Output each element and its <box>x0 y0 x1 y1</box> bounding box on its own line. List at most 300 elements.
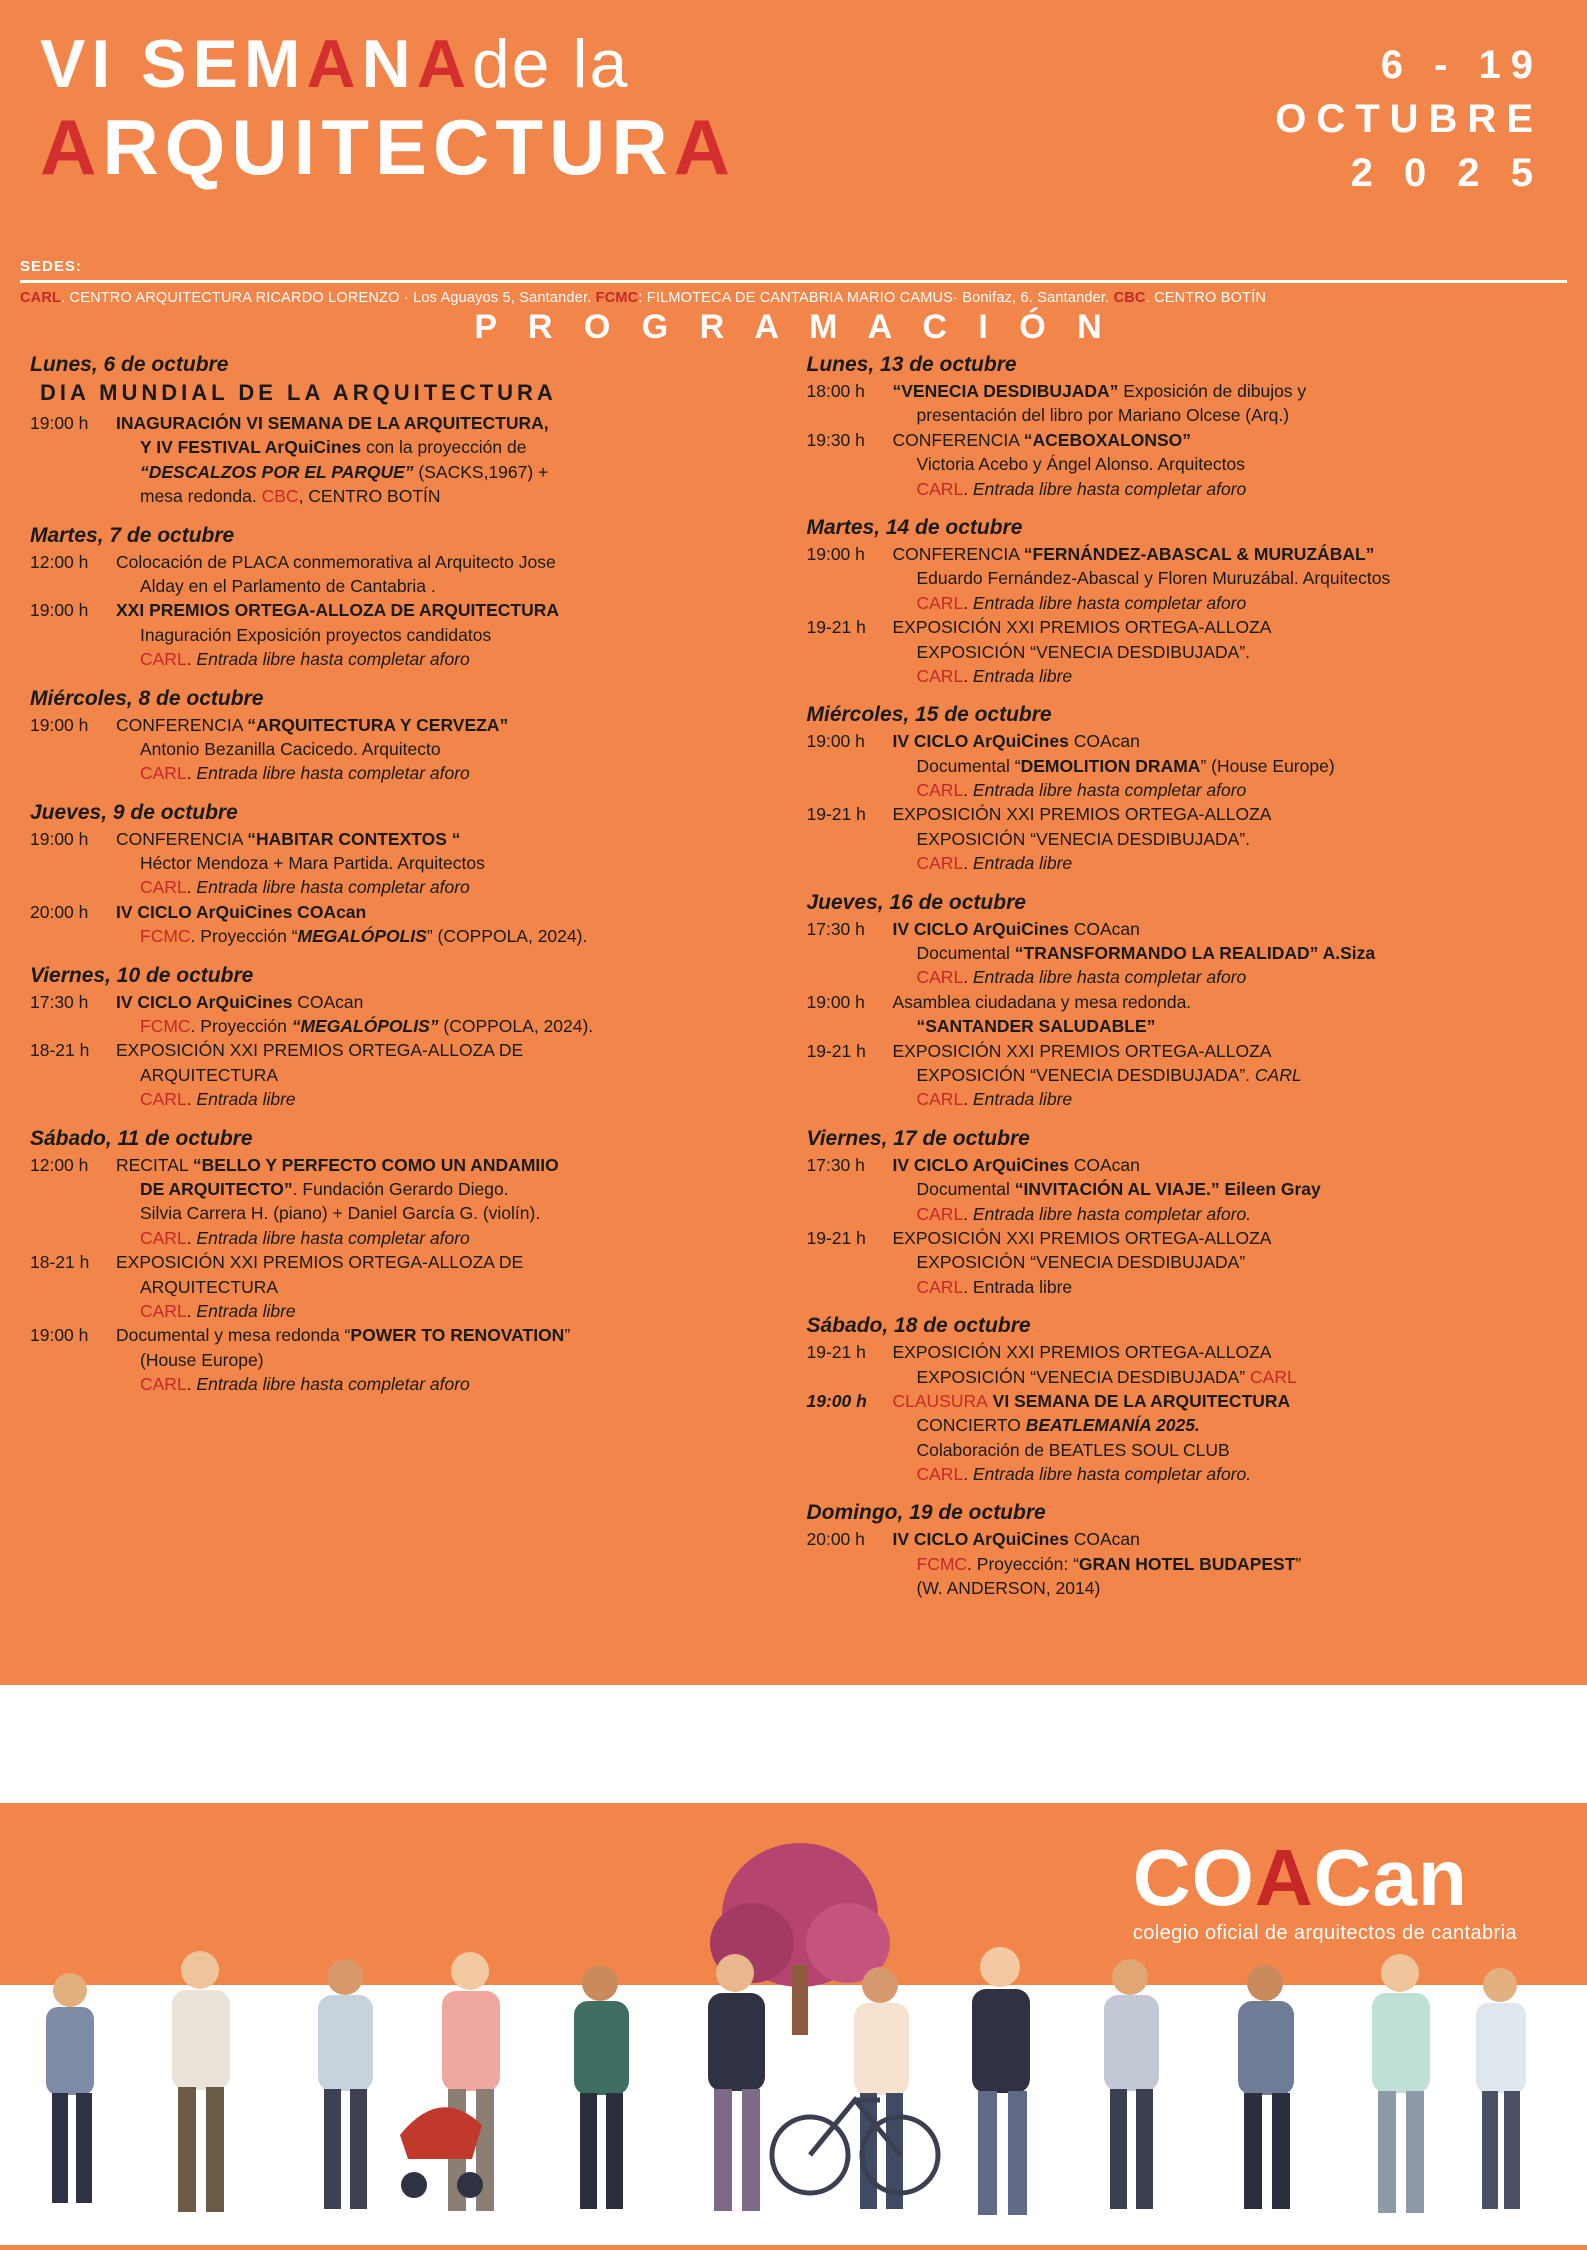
event-text-part: Documental <box>916 943 1015 964</box>
event-time-spacer <box>807 478 893 500</box>
event-text-part: EXPOSICIÓN XXI PREMIOS ORTEGA-ALLOZA DE <box>116 1040 524 1061</box>
event-line <box>807 918 1558 940</box>
event-time-spacer <box>807 852 893 874</box>
event-text <box>140 624 781 646</box>
event-time-spacer <box>30 1202 116 1224</box>
event-text-part: MEGALÓPOLIS <box>297 926 427 947</box>
event-text-part: ” (COPPOLA, 2024). <box>426 926 588 947</box>
event-text-part: , CENTRO BOTÍN <box>298 486 441 507</box>
event-line <box>807 828 1558 850</box>
event-text <box>917 592 1558 614</box>
title-part-3: de la <box>471 26 630 102</box>
event-time-spacer <box>30 1300 116 1322</box>
event-text <box>893 1528 1558 1550</box>
event-time-spacer <box>30 624 116 646</box>
event-text-part: FCMC <box>140 926 191 947</box>
event-text-part: Eduardo Fernández-Abascal y Floren Muruzábal. Arquitectos <box>916 568 1391 589</box>
event-text <box>917 1178 1558 1200</box>
event-text <box>140 852 781 874</box>
event-text-part: Entrada libre <box>972 1089 1073 1110</box>
event-text-part: DE ARQUITECTO” <box>140 1178 293 1199</box>
event-text <box>893 543 1558 565</box>
event-line <box>30 1178 781 1200</box>
event-text <box>140 1300 781 1322</box>
poster-title <box>40 26 736 191</box>
event-text <box>893 1341 1558 1363</box>
event-time-spacer <box>30 1015 116 1037</box>
event-line <box>807 1178 1558 1200</box>
event-time-spacer <box>807 755 893 777</box>
event-line <box>30 828 781 850</box>
event-line <box>30 714 781 736</box>
event-text-part: . <box>963 1203 973 1224</box>
event-time-spacer <box>807 1463 893 1485</box>
event-line <box>30 762 781 784</box>
event-text <box>116 1154 781 1176</box>
event-time: 19-21 h <box>806 617 866 638</box>
event-line <box>30 624 781 646</box>
event-time: 19:00 h <box>806 543 865 564</box>
event-line <box>30 648 781 670</box>
event-text <box>917 828 1558 850</box>
event-text-part: EXPOSICIÓN XXI PREMIOS ORTEGA-ALLOZA <box>892 1040 1272 1061</box>
event-text-part: COAcan <box>1068 1529 1140 1550</box>
event-text-part: Entrada libre hasta completar aforo <box>196 763 470 784</box>
event-time: 12:00 h <box>30 551 89 572</box>
event-line <box>807 453 1558 475</box>
coacan-part-b: Can <box>1313 1833 1468 1922</box>
event-text-part: (SACKS,1967) + <box>413 461 549 482</box>
event-text-part: VI SEMANA DE LA ARQUITECTURA <box>987 1390 1291 1411</box>
event-text-part: XXI PREMIOS ORTEGA-ALLOZA DE ARQUITECTURA <box>116 600 560 621</box>
event-text <box>917 1463 1558 1485</box>
event-line <box>30 1154 781 1176</box>
event-text-part: . <box>963 1464 973 1485</box>
program-event <box>30 599 781 670</box>
event-text <box>140 1276 781 1298</box>
event-text <box>140 1088 781 1110</box>
event-line <box>30 1039 781 1061</box>
event-line <box>807 730 1558 752</box>
program-event <box>30 412 781 508</box>
event-text-part: CARL <box>140 763 187 784</box>
event-line <box>807 1154 1558 1176</box>
event-text-part: “VENECIA DESDIBUJADA” <box>892 381 1119 401</box>
event-text <box>116 1251 781 1273</box>
program-event <box>30 1251 781 1322</box>
event-time: 19-21 h <box>806 1227 866 1248</box>
event-time: 19-21 h <box>806 804 866 825</box>
event-text-part: Asamblea ciudadana y mesa redonda. <box>892 991 1192 1012</box>
day-group <box>30 1127 781 1396</box>
date-month: OCTUBRE <box>1275 97 1543 141</box>
event-text-part: IV CICLO ArQuiCines <box>892 1154 1069 1175</box>
day-group <box>30 353 781 508</box>
event-text-part: Entrada libre hasta completar aforo <box>196 1227 470 1248</box>
event-text-part: . <box>963 780 973 801</box>
venue-text-fcmc: : FILMOTECA DE CANTABRIA MARIO CAMUS· Bonifaz, 6. Santander. <box>638 290 1114 306</box>
event-line <box>807 1015 1558 1037</box>
event-text-part: Colaboración de BEATLES SOUL CLUB <box>916 1439 1230 1460</box>
event-text-part: CARL <box>1254 1064 1302 1085</box>
event-text-part: Colocación de PLACA conmemorativa al Arquitecto Jose <box>116 551 556 572</box>
event-time-spacer <box>30 1178 116 1200</box>
event-line <box>807 1577 1558 1599</box>
event-time-spacer <box>807 567 893 589</box>
event-text <box>140 738 781 760</box>
event-text-part: EXPOSICIÓN XXI PREMIOS ORTEGA-ALLOZA <box>892 1227 1272 1248</box>
day-group <box>30 524 781 671</box>
event-line <box>30 738 781 760</box>
event-text-part: Entrada libre <box>972 853 1073 874</box>
event-text-part: “MEGALÓPOLIS” <box>291 1016 439 1037</box>
event-line <box>807 1341 1558 1363</box>
event-line <box>30 1373 781 1395</box>
program-event <box>807 730 1558 801</box>
event-time-spacer <box>807 966 893 988</box>
program-event <box>30 991 781 1038</box>
event-text-part: Inaguración Exposición proyectos candidatos <box>140 624 492 645</box>
event-text-part: CARL <box>140 877 187 898</box>
event-text <box>140 1178 781 1200</box>
event-text-part: . <box>186 1374 197 1395</box>
event-text-part: IV CICLO ArQuiCines COAcan <box>116 901 367 922</box>
event-text-part: Entrada libre <box>196 1089 296 1110</box>
event-line <box>30 876 781 898</box>
event-text-part: (House Europe) <box>140 1349 264 1370</box>
day-group <box>30 964 781 1111</box>
event-time-spacer <box>30 1064 116 1086</box>
event-text-part: “INVITACIÓN AL VIAJE.” Eileen Gray <box>1014 1179 1321 1200</box>
event-text-part: . <box>186 1089 197 1110</box>
event-text <box>116 714 781 736</box>
event-text <box>893 991 1558 1013</box>
event-line <box>807 1414 1558 1436</box>
event-text-part: CONFERENCIA <box>892 429 1024 450</box>
event-line <box>30 485 781 507</box>
event-text-part: EXPOSICIÓN XXI PREMIOS ORTEGA-ALLOZA <box>892 804 1272 825</box>
event-text-part: . Proyección “ <box>190 926 298 947</box>
coacan-name <box>1132 1833 1517 1922</box>
event-line <box>807 1366 1558 1388</box>
event-text-part: Silvia Carrera H. (piano) + Daniel García G. (violín). <box>140 1203 541 1224</box>
event-text <box>893 918 1558 940</box>
title-accent-a1: A <box>306 26 362 102</box>
day-group <box>807 1501 1558 1599</box>
day-heading: Sábado, 11 de octubre <box>30 1126 253 1150</box>
event-text-part: IV CICLO ArQuiCines <box>892 918 1069 939</box>
event-line <box>807 803 1558 825</box>
event-text-part: “ACEBOXALONSO” <box>1023 429 1192 450</box>
event-text <box>917 1088 1558 1110</box>
event-text-part: POWER TO RENOVATION <box>350 1325 565 1346</box>
event-text-part: Alday en el Parlamento de Cantabria . <box>140 575 436 596</box>
event-text-part: CONCIERTO <box>916 1415 1026 1436</box>
event-text <box>917 665 1558 687</box>
program-event <box>30 551 781 598</box>
event-line <box>807 478 1558 500</box>
event-time: 19:00 h <box>30 600 89 621</box>
event-time-spacer <box>807 404 893 426</box>
event-line <box>807 404 1558 426</box>
event-text-part: Y IV FESTIVAL ArQuiCines <box>140 437 362 458</box>
day-heading: Lunes, 13 de octubre <box>806 353 1017 376</box>
program-event <box>30 901 781 948</box>
event-text <box>140 436 781 458</box>
program-event <box>807 991 1558 1038</box>
event-line <box>807 1390 1558 1412</box>
title-accent-a2: A <box>416 26 472 102</box>
event-text-part: CARL <box>916 853 964 874</box>
event-line <box>30 1324 781 1346</box>
event-text-part: “TRANSFORMANDO LA REALIDAD” A.Siza <box>1014 943 1376 964</box>
event-text-part: IV CICLO ArQuiCines <box>892 731 1069 752</box>
program-column-right <box>807 353 1558 1616</box>
event-text-part: CARL <box>916 780 964 801</box>
day-heading: Martes, 7 de octubre <box>30 523 235 547</box>
day-group <box>30 687 781 785</box>
event-time-spacer <box>807 1276 893 1298</box>
event-text <box>893 1040 1558 1062</box>
event-text-part: IV CICLO ArQuiCines <box>892 1529 1069 1550</box>
event-time-spacer <box>30 436 116 458</box>
event-time-spacer <box>807 1414 893 1436</box>
venues-line <box>20 290 1567 306</box>
event-line <box>807 1088 1558 1110</box>
event-text-part: CARL <box>916 1089 964 1110</box>
coacan-logo <box>1132 1833 1517 1945</box>
title-accent-a3: A <box>40 103 103 191</box>
event-line <box>807 779 1558 801</box>
event-time-spacer <box>30 1088 116 1110</box>
event-time-spacer <box>30 1276 116 1298</box>
event-text-part: DEMOLITION DRAMA <box>1020 755 1201 776</box>
event-line <box>807 1064 1558 1086</box>
event-text <box>140 1202 781 1224</box>
event-text <box>140 876 781 898</box>
event-text-part: EXPOSICIÓN “VENECIA DESDIBUJADA”. <box>916 828 1251 849</box>
event-line <box>807 1251 1558 1273</box>
event-time: 19:00 h <box>806 731 865 752</box>
program-column-left <box>30 353 781 1616</box>
event-text-part: Entrada libre hasta completar aforo. <box>972 1203 1252 1224</box>
event-text-part: CARL <box>916 1464 964 1485</box>
event-text <box>140 762 781 784</box>
event-line <box>807 429 1558 451</box>
event-text-part: “ARQUITECTURA Y CERVEZA” <box>247 714 509 735</box>
event-text-part: “FERNÁNDEZ-ABASCAL & MURUZÁBAL” <box>1023 543 1375 564</box>
poster-dates <box>1275 38 1543 200</box>
artwork-svg <box>0 1685 1587 2245</box>
header-divider <box>20 280 1567 283</box>
event-time: 17:30 h <box>806 1154 865 1175</box>
event-time-spacer <box>30 485 116 507</box>
event-text-part: Héctor Mendoza + Mara Partida. Arquitectos <box>140 853 485 874</box>
event-text-part: “HABITAR CONTEXTOS “ <box>247 828 461 849</box>
event-time-spacer <box>807 1553 893 1575</box>
event-text <box>140 648 781 670</box>
event-text-part: CARL <box>140 649 187 670</box>
program-event <box>807 1390 1558 1486</box>
event-text <box>917 1276 1558 1298</box>
event-text-part: CARL <box>140 1374 187 1395</box>
event-text <box>917 1064 1558 1086</box>
day-heading: Sábado, 18 de octubre <box>806 1314 1031 1338</box>
event-time: 18-21 h <box>30 1252 90 1273</box>
event-text-part: CARL <box>140 1227 187 1248</box>
event-time: 19:00 h <box>30 828 89 849</box>
event-line <box>807 641 1558 663</box>
poster-header <box>0 0 1587 306</box>
event-text <box>917 1203 1558 1225</box>
venue-code-carl: CARL <box>20 290 62 306</box>
event-text-part: presentación del libro por Mariano Olcese (Arq.) <box>916 405 1290 426</box>
event-text <box>917 453 1558 475</box>
event-time: 17:30 h <box>30 991 89 1012</box>
event-text-part: ” <box>1295 1553 1302 1574</box>
event-text <box>893 730 1558 752</box>
event-line <box>807 1528 1558 1550</box>
event-text-part: COAcan <box>1068 1154 1140 1175</box>
event-time-spacer <box>30 575 116 597</box>
event-text-part: Antonio Bezanilla Cacicedo. Arquitecto <box>140 738 441 759</box>
day-group <box>807 703 1558 874</box>
program-event <box>807 543 1558 614</box>
event-text-part: (COPPOLA, 2024). <box>438 1016 594 1037</box>
day-heading: Jueves, 9 de octubre <box>30 800 238 824</box>
program-event <box>807 803 1558 874</box>
program-event <box>30 1324 781 1395</box>
title-part-1: VI SEM <box>40 26 307 102</box>
event-text <box>917 1366 1558 1388</box>
event-line <box>30 551 781 573</box>
title-accent-a4: A <box>673 103 736 191</box>
event-line <box>30 1088 781 1110</box>
event-line <box>30 1202 781 1224</box>
event-text-part: ARQUITECTURA <box>140 1276 279 1297</box>
event-text-part: . <box>963 1089 973 1110</box>
event-time-spacer <box>807 1203 893 1225</box>
event-text-part: CARL <box>916 665 964 686</box>
event-time: 19:00 h <box>30 714 89 735</box>
program-event <box>807 1154 1558 1225</box>
venue-text-carl: . CENTRO ARQUITECTURA RICARDO LORENZO · Los Aguayos 5, Santander. <box>61 290 596 306</box>
event-text-part: . Proyección: “ <box>967 1553 1079 1574</box>
event-text-part: CARL <box>1250 1366 1297 1387</box>
event-line <box>30 1064 781 1086</box>
program-event <box>807 429 1558 500</box>
event-time-spacer <box>807 453 893 475</box>
event-text-part: Entrada libre hasta completar aforo <box>196 1374 470 1395</box>
event-time-spacer <box>30 648 116 670</box>
event-text <box>140 461 781 483</box>
event-text-part: EXPOSICIÓN “VENECIA DESDIBUJADA” <box>916 1252 1246 1273</box>
event-time-spacer <box>807 641 893 663</box>
program-event <box>807 1040 1558 1111</box>
event-line <box>807 592 1558 614</box>
event-time-spacer <box>30 738 116 760</box>
event-line <box>30 1015 781 1037</box>
event-text-part: . <box>963 478 973 499</box>
event-text <box>917 1439 1558 1461</box>
event-time-spacer <box>30 852 116 874</box>
event-text-part: COAcan <box>292 991 364 1012</box>
event-time-spacer <box>807 1088 893 1110</box>
event-text-part: mesa redonda. <box>140 486 262 507</box>
event-text-part: con la proyección de <box>361 437 527 458</box>
event-time-spacer <box>807 1439 893 1461</box>
event-time-spacer <box>30 1227 116 1249</box>
event-text-part: . Entrada libre <box>963 1276 1073 1297</box>
event-text-part: EXPOSICIÓN “VENECIA DESDIBUJADA”. <box>916 1064 1255 1085</box>
day-heading: Martes, 14 de octubre <box>806 515 1023 539</box>
event-text-part: . <box>186 1300 197 1321</box>
event-text-part: Documental <box>916 1179 1015 1200</box>
date-year: 2 0 2 5 <box>1350 151 1543 195</box>
event-line <box>807 1040 1558 1062</box>
title-part-4: RQUITECTUR <box>102 103 674 191</box>
event-text-part: Exposición de dibujos y <box>1118 381 1307 401</box>
event-text-part: CONFERENCIA <box>116 828 248 849</box>
event-text <box>917 1251 1558 1273</box>
event-text <box>140 1227 781 1249</box>
event-time-spacer <box>807 1577 893 1599</box>
event-text-part: CARL <box>916 1276 964 1297</box>
program-columns <box>0 347 1587 1616</box>
day-heading: Miércoles, 8 de octubre <box>30 686 264 710</box>
event-text-part: Entrada libre hasta completar aforo <box>196 649 470 670</box>
event-line <box>30 412 781 434</box>
event-text <box>893 380 1558 402</box>
event-time: 19-21 h <box>806 1040 866 1061</box>
event-text-part: “BELLO Y PERFECTO COMO UN ANDAMIIO <box>192 1154 559 1175</box>
event-text-part: Entrada libre <box>196 1300 296 1321</box>
coacan-tagline: colegio oficial de arquitectos de cantabria <box>1132 1922 1517 1944</box>
event-line <box>807 1203 1558 1225</box>
event-text-part: EXPOSICIÓN “VENECIA DESDIBUJADA”. <box>916 641 1251 662</box>
event-text-part: CARL <box>140 1300 187 1321</box>
event-text-part: CARL <box>916 1203 964 1224</box>
event-text-part: . <box>963 853 973 874</box>
event-text-part: Entrada libre hasta completar aforo <box>972 967 1247 988</box>
event-time-spacer <box>807 1178 893 1200</box>
event-text-part: GRAN HOTEL BUDAPEST <box>1078 1553 1296 1574</box>
event-text-part: . <box>186 1227 197 1248</box>
event-text-part: (W. ANDERSON, 2014) <box>916 1578 1101 1599</box>
event-text-part: CONFERENCIA <box>892 543 1024 564</box>
event-text-part: ” (House Europe) <box>1200 755 1335 776</box>
event-line <box>807 380 1558 402</box>
day-group <box>807 516 1558 687</box>
event-text-part: ” <box>564 1325 571 1346</box>
event-text-part: INAGURACIÓN VI SEMANA DE LA ARQUITECTURA, <box>116 413 549 433</box>
event-time-spacer <box>807 942 893 964</box>
event-text-part: CLAUSURA <box>892 1390 988 1411</box>
event-time: 19:00 h <box>806 1390 867 1411</box>
coacan-accent-a: A <box>1254 1833 1314 1922</box>
event-text <box>917 966 1558 988</box>
event-text <box>893 803 1558 825</box>
event-line <box>807 1439 1558 1461</box>
event-time: 19:30 h <box>806 429 865 450</box>
event-text <box>917 942 1558 964</box>
event-line <box>807 1553 1558 1575</box>
event-text-part: BEATLEMANÍA 2025. <box>1025 1415 1200 1436</box>
event-line <box>807 1463 1558 1485</box>
event-line <box>807 942 1558 964</box>
event-text <box>893 1227 1558 1249</box>
event-text <box>893 429 1558 451</box>
